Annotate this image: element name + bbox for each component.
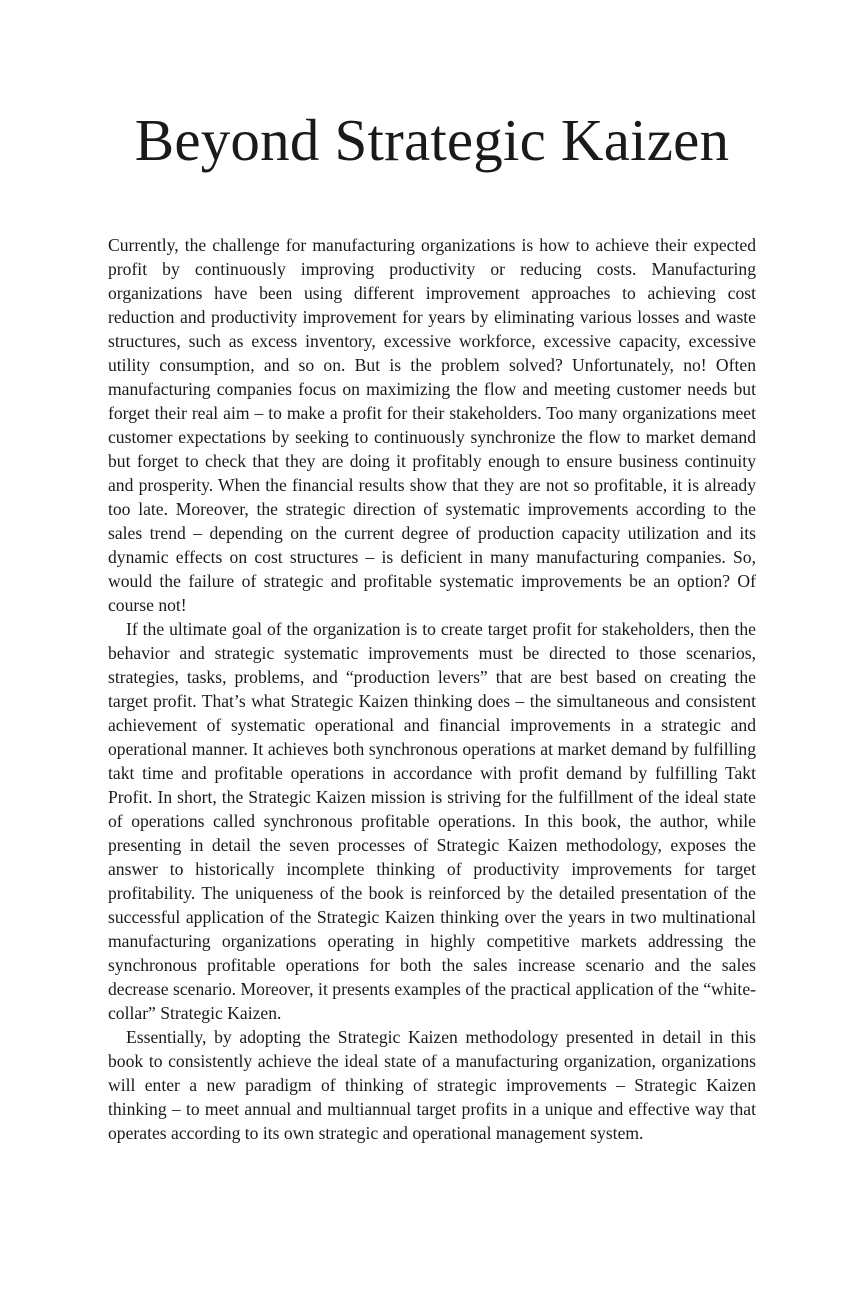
paragraph-1: Currently, the challenge for manufacturing organizations is how to achieve their expected profit by continuously improving productivity or reducing costs. Manufacturing organizations have been using different improvement approaches to achieving cost reduction and productivity improvement for years by eliminating various losses and waste structures, such as excess inventory, excessive workforce, excessive capacity, excessive utility consumption, and so on. But is the problem solved? Unfortunately, no! Often manufacturing companies focus on maximizing the flow and meeting customer needs but forget their real aim – to make a profit for their stakeholders. Too many organizations meet customer expectations by seeking to continuously synchronize the flow to market demand but forget to check that they are doing it profitably enough to ensure business continuity and prosperity. When the financial results show that they are not so profitable, it is already too late. Moreover, the strategic direction of systematic improvements according to the sales trend – depending on the current degree of production capacity utilization and its dynamic effects on cost structures – is deficient in many manufacturing companies. So, would the failure of strategic and profitable systematic improvements be an option? Of course not! xyxy=(108,235,756,615)
paragraph-3: Essentially, by adopting the Strategic Kaizen methodology presented in detail in this book to consistently achieve the ideal state of a manufacturing organization, organizations will enter a new paradigm of thinking of strategic improvements – Strategic Kaizen thinking – to meet annual and multiannual target profits in a unique and effective way that operates according to its own strategic and operational management system. xyxy=(108,1027,756,1143)
paragraph-2: If the ultimate goal of the organization is to create target profit for stakeholders, then the behavior and strategic systematic improvements must be directed to those scenarios, strategies, tasks, problems, and “production levers” that are best based on creating the target profit. That’s what Strategic Kaizen thinking does – the simultaneous and consistent achievement of systematic operational and financial improvements in a strategic and operational manner. It achieves both synchronous operations at market demand by fulfilling takt time and profitable operations in accordance with profit demand by fulfilling Takt Profit. In short, the Strategic Kaizen mission is striving for the fulfillment of the ideal state of operations called synchronous profitable operations. In this book, the author, while presenting in detail the seven processes of Strategic Kaizen methodology, exposes the answer to historically incomplete thinking of productivity improvements for target profitability. The uniqueness of the book is reinforced by the detailed presentation of the successful application of the Strategic Kaizen thinking over the years in two multinational manufacturing organizations operating in highly competitive markets addressing the synchronous profitable operations for both the sales increase scenario and the sales decrease scenario. Moreover, it presents examples of the practical application of the “white-collar” Strategic Kaizen. xyxy=(108,619,756,1023)
page-title: Beyond Strategic Kaizen xyxy=(134,107,730,173)
body-text xyxy=(108,233,756,1145)
